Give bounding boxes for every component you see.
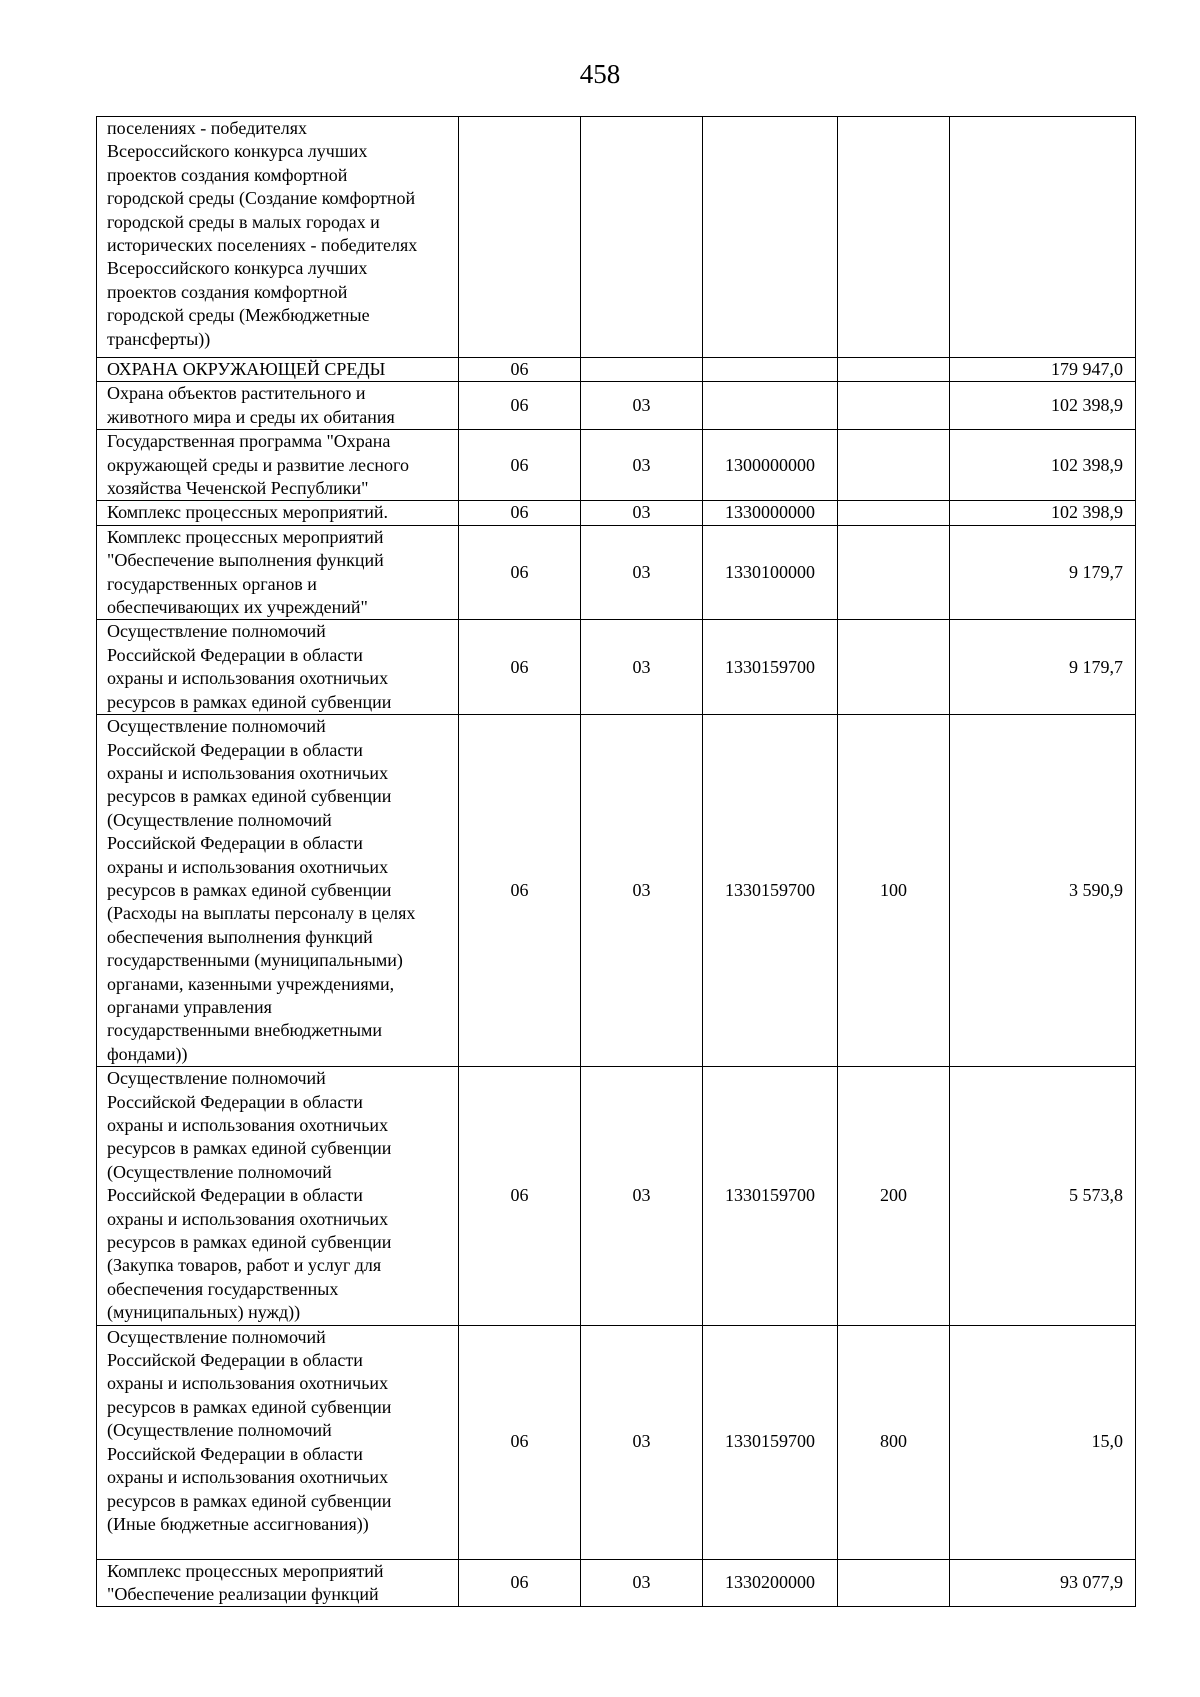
cell-section: 06 [459,358,581,382]
cell-target-article: 1330159700 [703,1325,838,1559]
cell-target-article [703,117,838,358]
table-row [97,1559,1136,1607]
cell-subsection: 03 [581,501,703,525]
table-row [97,525,1136,620]
cell-section [459,117,581,358]
cell-target-article: 1300000000 [703,430,838,501]
cell-name [97,382,459,430]
cell-target-article: 1330159700 [703,715,838,1067]
cell-section: 06 [459,382,581,430]
row-name-text: Комплекс процессных мероприятий. [107,502,389,523]
row-name-text: Осуществление полномочий Российской Федерации в области охраны и использования охотничьих ресурсов в рамках единой субвенции [107,621,392,712]
cell-name [97,1067,459,1325]
cell-expense-type [838,117,950,358]
cell-name [97,1559,459,1607]
cell-section: 06 [459,1325,581,1559]
cell-name [97,430,459,501]
cell-amount: 93 077,9 [950,1559,1136,1607]
cell-expense-type [838,525,950,620]
cell-subsection [581,117,703,358]
cell-name [97,525,459,620]
table-row [97,382,1136,430]
cell-target-article [703,358,838,382]
cell-expense-type: 800 [838,1325,950,1559]
row-name-text: Комплекс процессных мероприятий "Обеспечение реализации функций [107,1560,384,1605]
cell-amount: 9 179,7 [950,620,1136,715]
row-name-text: Охрана объектов растительного и животного мира и среды их обитания [107,383,395,427]
budget-table [96,116,1136,1607]
table-row [97,1325,1136,1559]
cell-amount: 9 179,7 [950,525,1136,620]
cell-section: 06 [459,715,581,1067]
cell-amount [950,117,1136,358]
cell-subsection: 03 [581,715,703,1067]
cell-target-article: 1330100000 [703,525,838,620]
table-row [97,358,1136,382]
cell-expense-type [838,382,950,430]
cell-section: 06 [459,1067,581,1325]
cell-target-article [703,382,838,430]
cell-target-article: 1330200000 [703,1559,838,1607]
cell-subsection: 03 [581,430,703,501]
cell-amount: 15,0 [950,1325,1136,1559]
cell-name [97,358,459,382]
cell-subsection [581,358,703,382]
budget-table-body [97,117,1136,1607]
cell-subsection: 03 [581,1067,703,1325]
row-name-text: Осуществление полномочий Российской Федерации в области охраны и использования охотничьих ресурсов в рамках единой субвенции (Осуществление полномочий Российской Федерации в области охраны и использования охотничьих ресурсов в рамках единой субвенции (Расходы на выплаты персоналу в целях обеспечения выполнения функций государственными (муниципальными) органами, казенными учреждениями, органами управления государственными внебюджетными фондами)) [107,716,416,1064]
cell-name [97,501,459,525]
cell-section: 06 [459,1559,581,1607]
row-name-text: Осуществление полномочий Российской Федерации в области охраны и использования охотничьих ресурсов в рамках единой субвенции (Осуществление полномочий Российской Федерации в области охраны и использования охотничьих ресурсов в рамках единой субвенции (Закупка товаров, работ и услуг для обеспечения государственных (муниципальных) нужд)) [107,1068,392,1323]
cell-target-article: 1330159700 [703,620,838,715]
cell-subsection: 03 [581,525,703,620]
row-name-text: ОХРАНА ОКРУЖАЮЩЕЙ СРЕДЫ [107,359,386,379]
table-row [97,117,1136,358]
cell-section: 06 [459,620,581,715]
cell-name [97,620,459,715]
cell-expense-type [838,430,950,501]
cell-name [97,715,459,1067]
cell-expense-type [838,358,950,382]
cell-subsection: 03 [581,1325,703,1559]
page-number: 458 [579,59,621,89]
table-row [97,715,1136,1067]
cell-target-article: 1330159700 [703,1067,838,1325]
cell-amount: 102 398,9 [950,501,1136,525]
row-name-text: Государственная программа "Охрана окружающей среды и развитие лесного хозяйства Чеченской Республики" [107,431,409,499]
cell-subsection: 03 [581,382,703,430]
table-row [97,501,1136,525]
cell-section: 06 [459,525,581,620]
cell-expense-type [838,501,950,525]
cell-expense-type [838,620,950,715]
table-row [97,430,1136,501]
cell-amount: 5 573,8 [950,1067,1136,1325]
cell-amount: 102 398,9 [950,430,1136,501]
cell-amount: 3 590,9 [950,715,1136,1067]
cell-amount: 179 947,0 [950,358,1136,382]
cell-expense-type: 200 [838,1067,950,1325]
row-name-text: Осуществление полномочий Российской Федерации в области охраны и использования охотничьих ресурсов в рамках единой субвенции (Осуществление полномочий Российской Федерации в области охраны и использования охотничьих ресурсов в рамках единой субвенции (Иные бюджетные ассигнования)) [107,1326,392,1534]
row-name-text: поселениях - победителях Всероссийского конкурса лучших проектов создания комфортной городской среды (Создание комфортной городской среды в малых городах и исторических поселениях - победителях Всероссийского конкурса лучших проектов создания комфортной городской среды (Межбюджетные трансферты)) [107,118,418,349]
cell-expense-type: 100 [838,715,950,1067]
cell-name [97,1325,459,1559]
cell-amount: 102 398,9 [950,382,1136,430]
table-row [97,1067,1136,1325]
cell-subsection: 03 [581,620,703,715]
cell-section: 06 [459,501,581,525]
cell-name [97,117,459,358]
cell-subsection: 03 [581,1559,703,1607]
cell-target-article: 1330000000 [703,501,838,525]
table-row [97,620,1136,715]
row-name-text: Комплекс процессных мероприятий "Обеспечение выполнения функций государственных органов и обеспечивающих их учреждений" [107,526,384,618]
cell-section: 06 [459,430,581,501]
cell-expense-type [838,1559,950,1607]
